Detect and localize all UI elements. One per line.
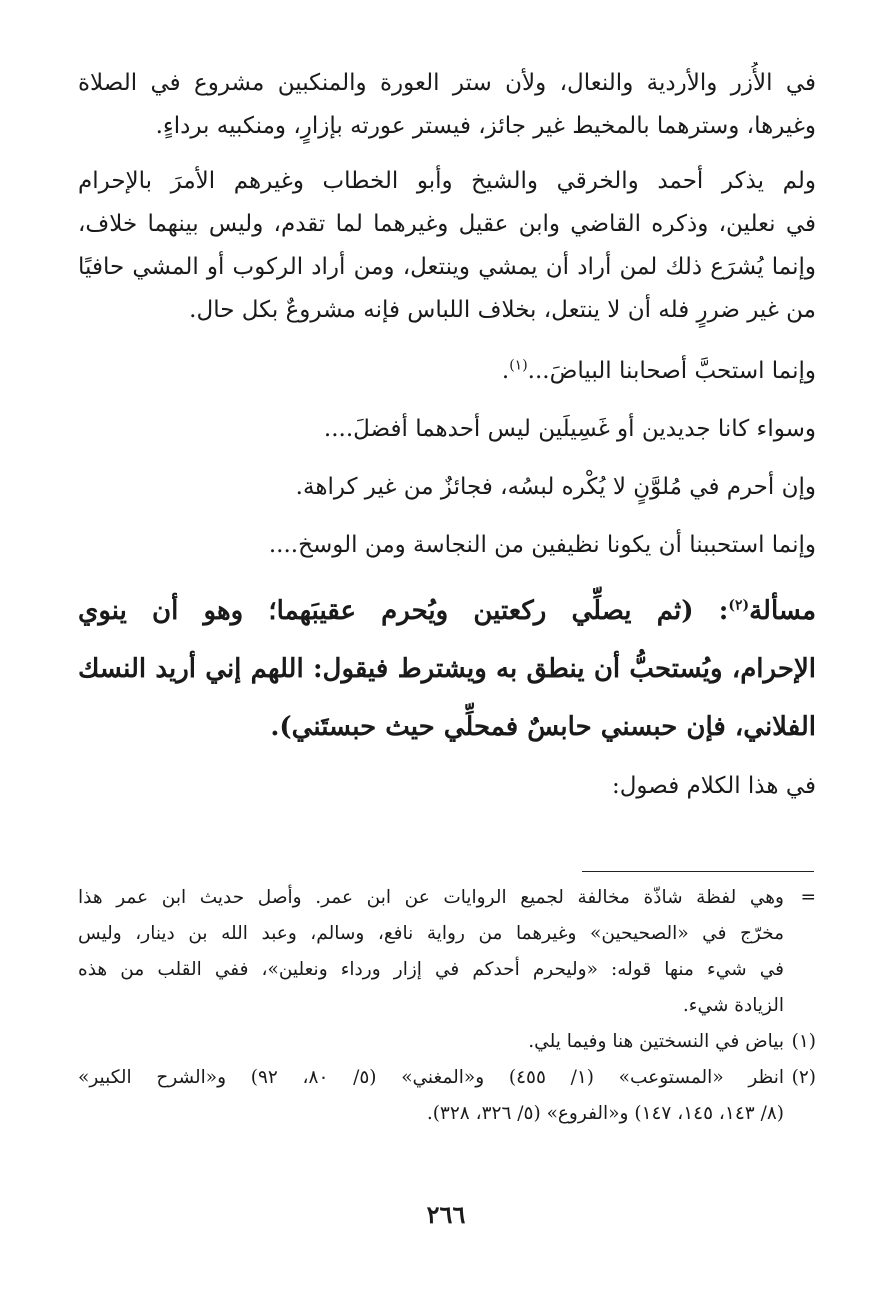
footnote-item bbox=[78, 1024, 816, 1060]
short-line: وإنما استحببنا أن يكونا نظيفين من النجاسة ومن الوسخ.... bbox=[268, 532, 816, 558]
footnote-line: في شيء منها قوله: «وليحرم أحدكم في إزار ورداء ونعلين»، ففي القلب من هذه bbox=[78, 959, 784, 980]
text-line: ولم يذكر أحمد والخرقي والشيخ وأبو الخطاب وغيرهم الأمرَ بالإحرام bbox=[78, 168, 816, 194]
text-line: في نعلين، وذكره القاضي وابن عقيل وغيرهما لما تقدم، وليس بينهما خلاف، bbox=[78, 211, 816, 237]
footnote-line: انظر «المستوعب» (١/ ٤٥٥) و«المغني» (٥/ ٨٠، ٩٢) و«الشرح الكبير» bbox=[78, 1067, 784, 1088]
masala-line: الفلاني، فإن حبسني حابسٌ فمحلِّي حيث حبستَني). bbox=[270, 712, 816, 742]
footnote-text bbox=[78, 880, 784, 1024]
footnote-divider bbox=[582, 871, 814, 872]
text-line: وإنما يُشرَع ذلك لمن أراد أن يمشي وينتعل، ومن أراد الركوب أو المشي حافيًا bbox=[78, 254, 816, 280]
section-intro: في هذا الكلام فصول: bbox=[611, 773, 816, 799]
footnote-text bbox=[78, 1024, 784, 1060]
footnote-line: وهي لفظة شاذّة مخالفة لجميع الروايات عن ابن عمر. وأصل حديث ابن عمر هذا bbox=[78, 887, 784, 908]
text-line: وغيرها، وسترهما بالمخيط غير جائز، فيستر عورته بإزارٍ، ومنكبيه برداءٍ. bbox=[155, 113, 816, 139]
footnote-mark: (٢) bbox=[728, 597, 750, 614]
text-line: من غير ضررٍ فله أن لا ينتعل، بخلاف اللباس فإنه مشروعٌ بكل حال. bbox=[189, 297, 816, 323]
short-lines bbox=[78, 342, 816, 574]
footnote-number: = bbox=[800, 887, 816, 908]
page-number: ٢٦٦ bbox=[426, 1200, 466, 1229]
masala-line bbox=[78, 582, 816, 640]
footnote-item bbox=[78, 880, 816, 1024]
paragraph-1 bbox=[78, 62, 816, 148]
footnote-number: (١) bbox=[791, 1031, 816, 1052]
footnote-line: بياض في النسختين هنا وفيما يلي. bbox=[528, 1031, 784, 1052]
footnotes bbox=[78, 880, 816, 1132]
footnote-line: الزيادة شيء. bbox=[682, 995, 784, 1016]
masala-text: : (ثم يصلِّي ركعتين ويُحرم عقيبَهما؛ وهو أن ينوي bbox=[78, 596, 729, 626]
paragraph-2 bbox=[78, 160, 816, 332]
short-line bbox=[78, 342, 816, 400]
masala-block bbox=[78, 582, 816, 756]
footnote-line: (٨/ ١٤٣، ١٤٥، ١٤٧) و«الفروع» (٥/ ٣٢٦، ٣٢٨). bbox=[426, 1103, 784, 1124]
footnote-number: (٢) bbox=[791, 1067, 816, 1088]
footnote-mark: (١) bbox=[509, 357, 528, 374]
main-text bbox=[78, 62, 816, 812]
masala-label: مسألة bbox=[749, 596, 816, 626]
footnote-item bbox=[78, 1060, 816, 1132]
masala-line: الإحرام، ويُستحبُّ أن ينطق به ويشترط فيقول: اللهم إني أريد النسك bbox=[78, 654, 816, 684]
text-line: في الأُزر والأردية والنعال، ولأن ستر العورة والمنكبين مشروع في الصلاة bbox=[78, 70, 816, 96]
footnote-text bbox=[78, 1060, 784, 1132]
short-line-tail: . bbox=[501, 358, 510, 384]
short-line: وإن أحرم في مُلوَّنٍ لا يُكْره لبسُه، فجائزٌ من غير كراهة. bbox=[295, 474, 816, 500]
short-line: وسواء كانا جديدين أو غَسِيلَين ليس أحدهما أفضلَ.... bbox=[323, 416, 816, 442]
footnote-line: مخرّج في «الصحيحين» وغيرهما من رواية نافع، وسالم، وعبد الله بن دينار، وليس bbox=[78, 923, 784, 944]
short-line-text: وإنما استحبَّ أصحابنا البياضَ... bbox=[527, 358, 816, 384]
